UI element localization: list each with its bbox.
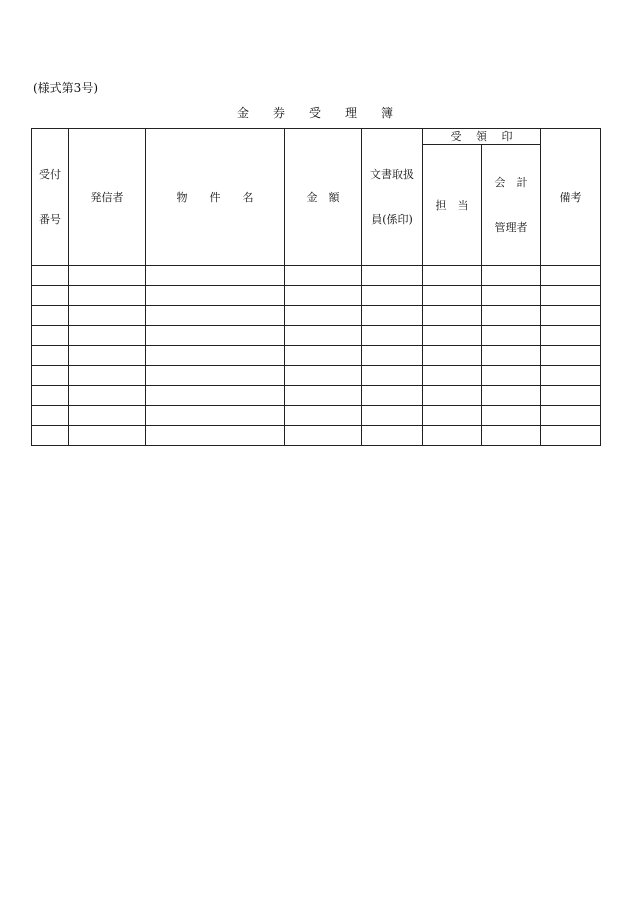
cell-receipt-number <box>32 346 69 366</box>
cell-sender <box>69 286 146 306</box>
cell-item-name <box>146 346 285 366</box>
cell-receipt-number <box>32 286 69 306</box>
table-row <box>32 286 601 306</box>
cell-accounting-manager <box>482 346 541 366</box>
table-row <box>32 326 601 346</box>
header-remarks: 備考 <box>541 129 601 266</box>
cell-remarks <box>541 406 601 426</box>
cell-person-in-charge <box>423 266 482 286</box>
cell-amount <box>285 366 362 386</box>
cell-item-name <box>146 366 285 386</box>
header-accounting-manager-line2: 管理者 <box>494 221 528 234</box>
cell-person-in-charge <box>423 326 482 346</box>
cell-item-name <box>146 386 285 406</box>
cell-amount <box>285 326 362 346</box>
cell-accounting-manager <box>482 366 541 386</box>
table-row <box>32 426 601 446</box>
cell-amount <box>285 426 362 446</box>
header-row <box>32 129 601 145</box>
cell-person-in-charge <box>423 286 482 306</box>
table-row <box>32 406 601 426</box>
cell-receipt-number <box>32 426 69 446</box>
cell-amount <box>285 286 362 306</box>
cell-item-name <box>146 306 285 326</box>
cell-item-name <box>146 406 285 426</box>
cell-document-handler <box>362 386 423 406</box>
table-row <box>32 266 601 286</box>
cell-remarks <box>541 386 601 406</box>
cell-item-name <box>146 426 285 446</box>
cell-accounting-manager <box>482 406 541 426</box>
cell-sender <box>69 266 146 286</box>
cell-document-handler <box>362 286 423 306</box>
cell-document-handler <box>362 326 423 346</box>
form-number-label: (様式第3号) <box>33 81 98 95</box>
cell-person-in-charge <box>423 406 482 426</box>
cell-person-in-charge <box>423 386 482 406</box>
header-item-name: 物 件 名 <box>146 129 285 266</box>
document-title: 金 券 受 理 簿 <box>236 106 393 120</box>
header-document-handler <box>362 129 423 266</box>
cell-receipt-number <box>32 406 69 426</box>
cell-sender <box>69 346 146 366</box>
header-amount: 金 額 <box>285 129 362 266</box>
cell-sender <box>69 306 146 326</box>
cell-accounting-manager <box>482 306 541 326</box>
table-row <box>32 366 601 386</box>
header-receipt-number-line1: 受付 <box>39 168 61 181</box>
table-row <box>32 306 601 326</box>
table-row <box>32 386 601 406</box>
header-receipt-number-line2: 番号 <box>39 213 61 226</box>
header-person-in-charge: 担 当 <box>423 145 482 266</box>
header-document-handler-line2: 員(係印) <box>371 213 413 226</box>
cell-document-handler <box>362 306 423 326</box>
gift-certificate-ledger-table <box>31 128 601 446</box>
cell-remarks <box>541 306 601 326</box>
cell-receipt-number <box>32 326 69 346</box>
cell-remarks <box>541 366 601 386</box>
cell-document-handler <box>362 426 423 446</box>
cell-person-in-charge <box>423 426 482 446</box>
cell-amount <box>285 406 362 426</box>
cell-document-handler <box>362 366 423 386</box>
cell-amount <box>285 386 362 406</box>
cell-document-handler <box>362 266 423 286</box>
ledger-body <box>32 266 601 446</box>
cell-accounting-manager <box>482 386 541 406</box>
table-row <box>32 346 601 366</box>
header-document-handler-line1: 文書取扱 <box>370 168 414 181</box>
cell-remarks <box>541 266 601 286</box>
cell-document-handler <box>362 346 423 366</box>
cell-receipt-number <box>32 386 69 406</box>
cell-accounting-manager <box>482 426 541 446</box>
cell-remarks <box>541 286 601 306</box>
cell-receipt-number <box>32 306 69 326</box>
cell-person-in-charge <box>423 346 482 366</box>
cell-amount <box>285 346 362 366</box>
cell-item-name <box>146 286 285 306</box>
cell-person-in-charge <box>423 306 482 326</box>
header-receipt-seal: 受 領 印 <box>423 129 541 145</box>
cell-accounting-manager <box>482 286 541 306</box>
cell-remarks <box>541 326 601 346</box>
cell-sender <box>69 386 146 406</box>
cell-sender <box>69 366 146 386</box>
cell-remarks <box>541 346 601 366</box>
cell-item-name <box>146 326 285 346</box>
cell-accounting-manager <box>482 266 541 286</box>
header-accounting-manager <box>482 145 541 266</box>
cell-sender <box>69 406 146 426</box>
cell-receipt-number <box>32 266 69 286</box>
header-receipt-number <box>32 129 69 266</box>
cell-remarks <box>541 426 601 446</box>
cell-amount <box>285 306 362 326</box>
header-accounting-manager-line1: 会 計 <box>494 176 528 189</box>
cell-document-handler <box>362 406 423 426</box>
cell-accounting-manager <box>482 326 541 346</box>
cell-amount <box>285 266 362 286</box>
cell-receipt-number <box>32 366 69 386</box>
cell-sender <box>69 326 146 346</box>
cell-sender <box>69 426 146 446</box>
cell-person-in-charge <box>423 366 482 386</box>
header-sender: 発信者 <box>69 129 146 266</box>
cell-item-name <box>146 266 285 286</box>
